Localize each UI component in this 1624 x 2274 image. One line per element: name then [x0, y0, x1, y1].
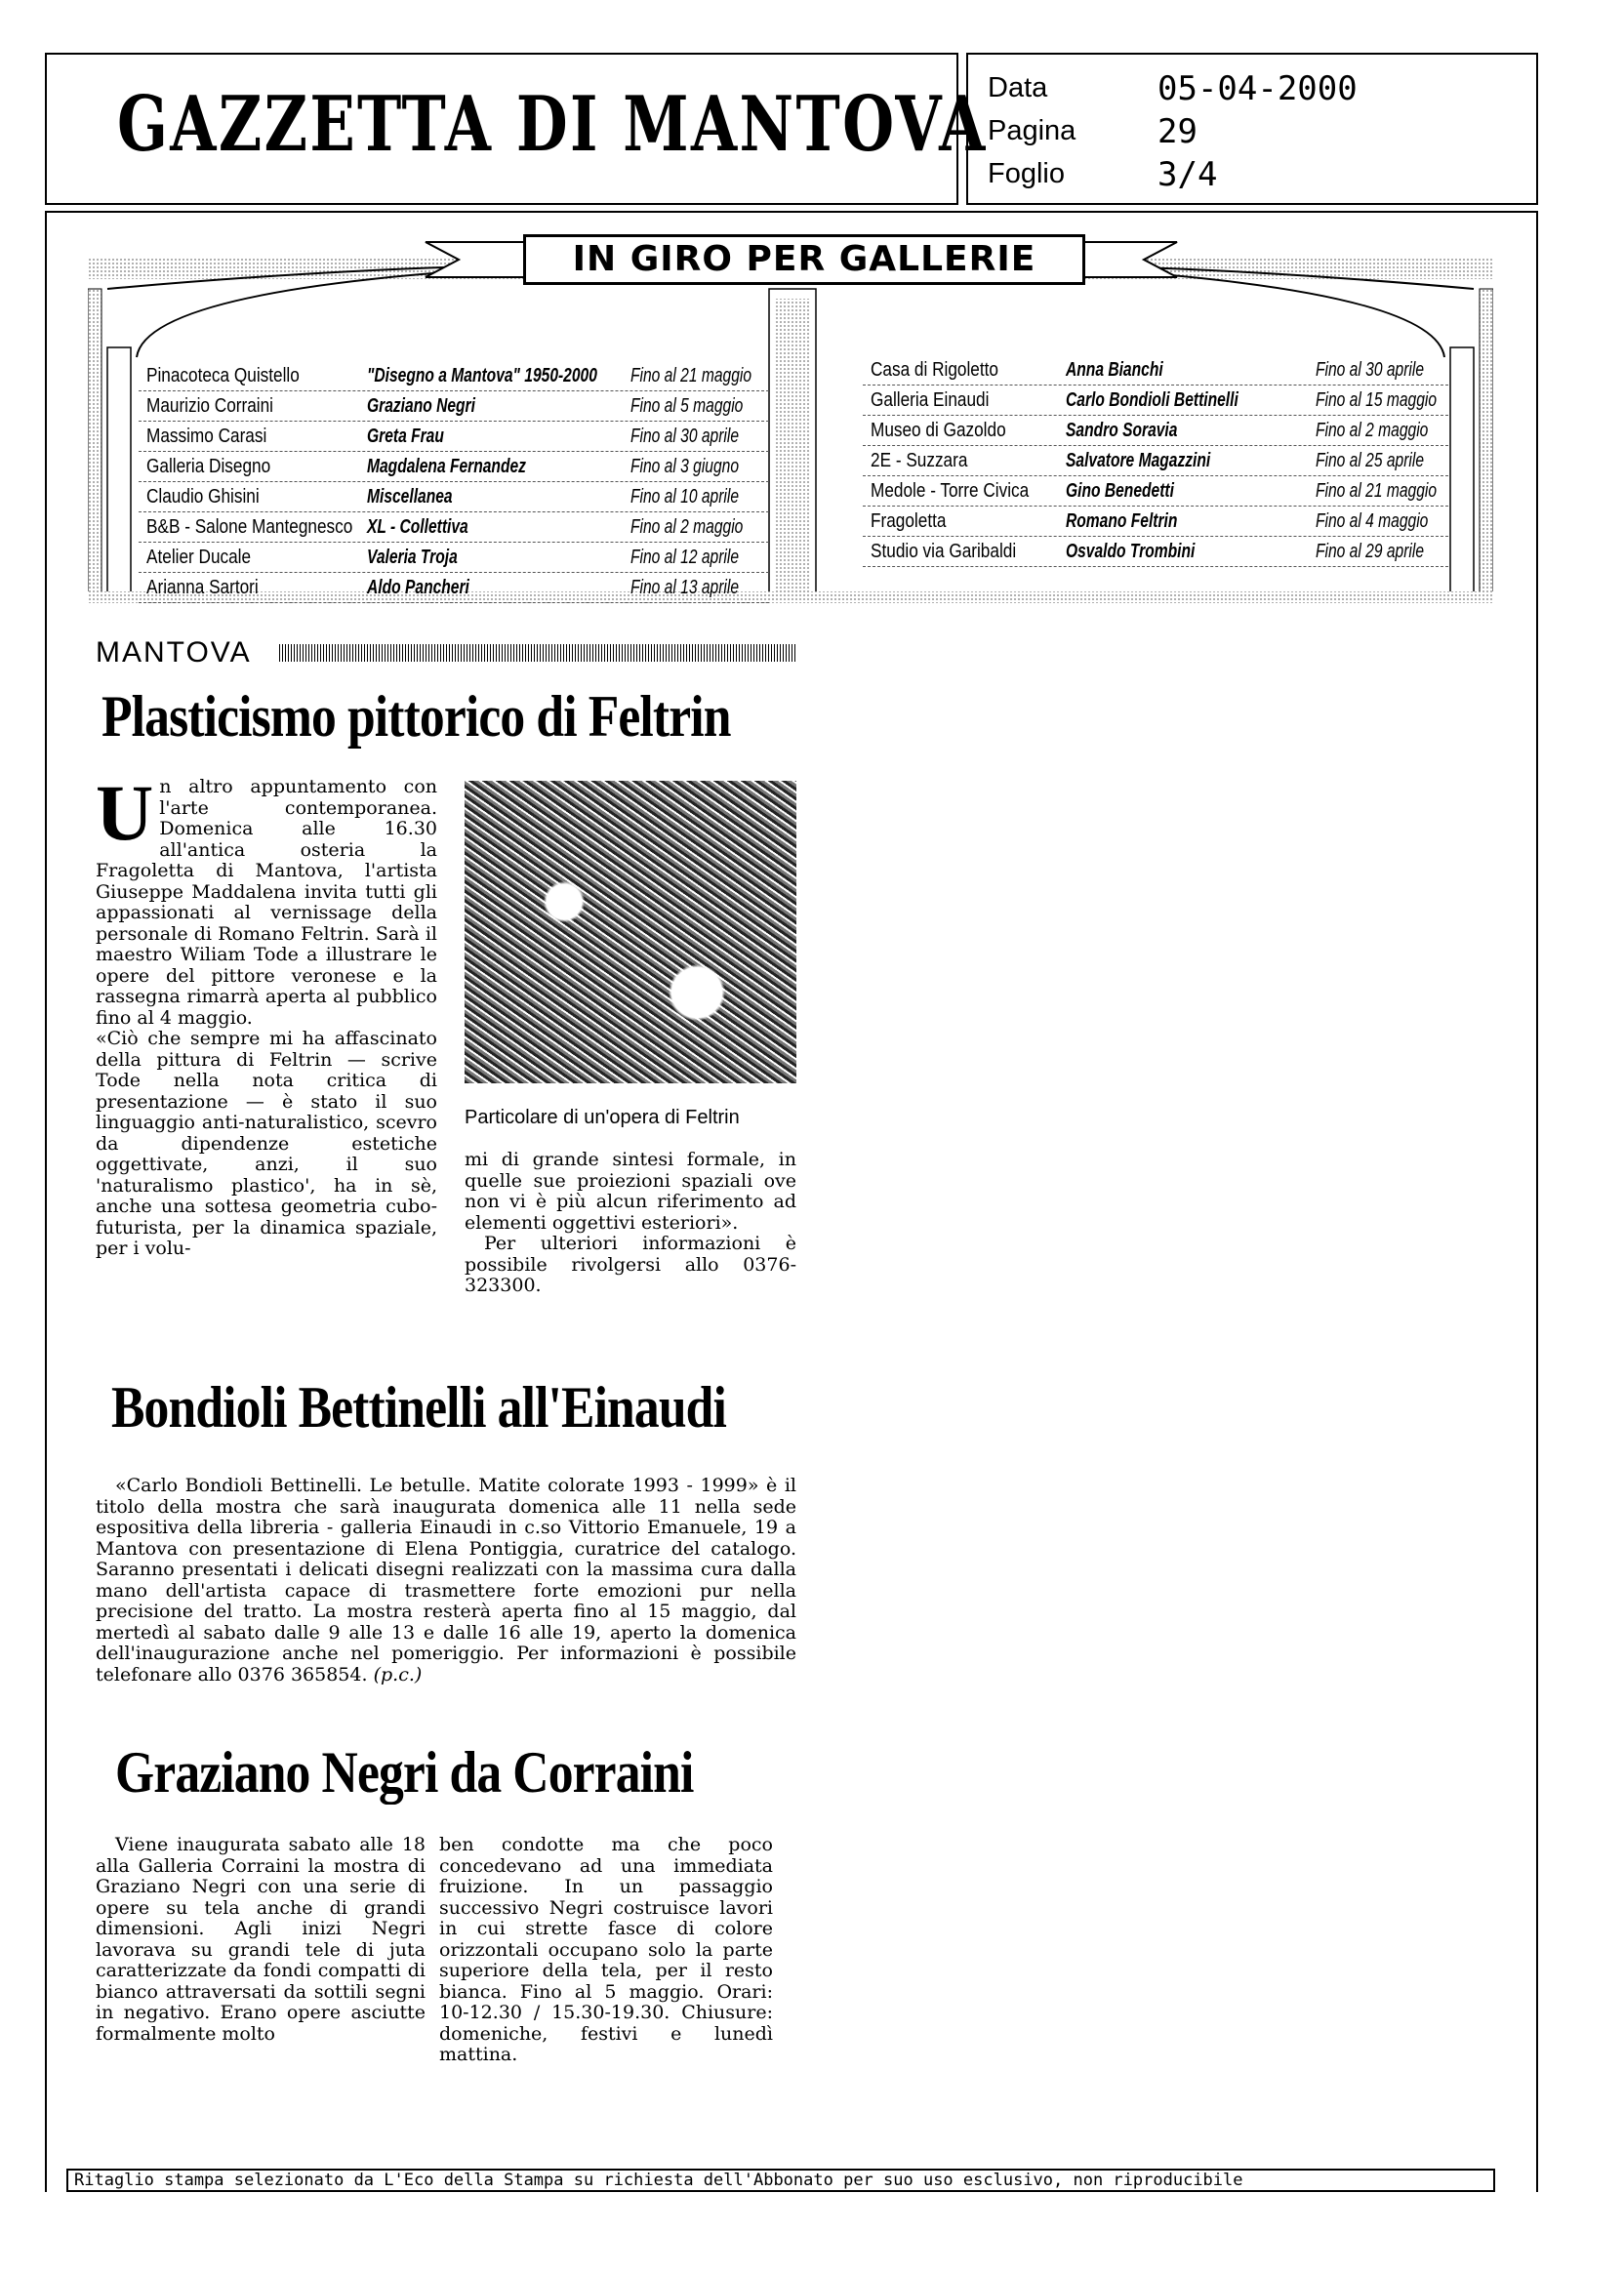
gallery-row — [863, 476, 1448, 507]
gallery-dates: Fino al 21 maggio — [630, 365, 752, 386]
gallery-artist: Carlo Bondioli Bettinelli — [1066, 389, 1238, 411]
gallery-row — [863, 355, 1448, 386]
date-label: Data — [988, 72, 1048, 103]
gallery-dates: Fino al 2 maggio — [630, 516, 744, 538]
gallery-dates: Fino al 25 aprile — [1316, 450, 1425, 471]
gallery-name: 2E - Suzzara — [871, 450, 968, 471]
gallery-artist: Miscellanea — [367, 486, 453, 508]
gallery-row — [139, 543, 769, 573]
article3-column2 — [439, 1835, 773, 2066]
page-row — [988, 112, 1198, 151]
gallery-artist: Anna Bianchi — [1066, 359, 1163, 381]
gallery-artist: Sandro Soravia — [1066, 420, 1178, 441]
dropcap: U — [96, 768, 154, 857]
masthead-box — [45, 53, 988, 205]
article2-text: «Carlo Bondioli Bettinelli. Le betulle. Matite colorate 1993 - 1999» è il titolo della mostra che sarà inaugurata domenica alle 11 nella sede espositiva della libreria - galleria Einaudi in c.so Vittorio Emanuele, 19 a Mantova con presentazione di Elena Pontiggia, curatrice del catalogo. Saranno presentati i delicati disegni realizzati con la massima cura dalla mano dell'artista capace di trasmettere forte emozioni pur nella precisione del tratto. La mostra resterà aperta fino al 15 maggio, dal mertedì al sabato dalle 9 alle 13 e dalle 16 alle 19, aperto la domenica dell'inaugurazione anche nel pomeriggio. Per informazioni è possibile telefonare allo 0376 365854. — [96, 1475, 796, 1685]
issue-info-box — [966, 53, 1538, 205]
gallery-row — [139, 512, 769, 543]
gallery-row — [139, 482, 769, 512]
gallery-artist: XL - Collettiva — [367, 516, 468, 538]
gallery-dates: Fino al 12 aprile — [630, 547, 740, 568]
photo-caption: Particolare di un'opera di Feltrin — [465, 1107, 740, 1128]
gallery-artist: Greta Frau — [367, 426, 444, 447]
article3-headline: Graziano Negri da Corraini — [115, 1740, 694, 1805]
gallery-artist: Valeria Troja — [367, 547, 458, 568]
gallery-row — [863, 446, 1448, 476]
gallery-dates: Fino al 10 aprile — [630, 486, 740, 508]
gallery-name: Galleria Disegno — [146, 456, 271, 477]
gallery-artist: Osvaldo Trombini — [1066, 541, 1196, 562]
article1-headline: Plasticismo pittorico di Feltrin — [102, 684, 731, 749]
article1-column2 — [465, 1150, 796, 1297]
gallery-name: Medole - Torre Civica — [871, 480, 1030, 502]
sheet-row — [988, 155, 1218, 194]
gallery-name: Galleria Einaudi — [871, 389, 990, 411]
date-row — [988, 69, 1358, 108]
article2-body — [96, 1476, 796, 1685]
gallery-row — [139, 361, 769, 391]
banner-title: IN GIRO PER GALLERIE — [523, 234, 1085, 285]
article1-column1 — [96, 768, 437, 1260]
section-rule — [279, 644, 796, 662]
gallery-dates: Fino al 15 maggio — [1316, 389, 1438, 411]
gallery-artist: Graziano Negri — [367, 395, 475, 417]
gallery-artist: Gino Benedetti — [1066, 480, 1174, 502]
gallery-row — [139, 452, 769, 482]
section-label: MANTOVA — [96, 636, 252, 669]
gallery-name: Casa di Rigoletto — [871, 359, 998, 381]
gallery-name: Museo di Gazoldo — [871, 420, 1006, 441]
page-value: 29 — [1157, 112, 1198, 151]
article3-paragraph1: Viene inaugurata sabato alle 18 alla Galleria Corraini la mostra di Graziano Negri con una serie di opere su tela anche di grandi dimensioni. Agli inizi Negri lavorava su grandi tele di juta caratterizzate da fondi compatti di bianco attraversati da sottili segni in negativo. Erano opere asciutte formalmente molto — [96, 1834, 426, 2045]
gallery-dates: Fino al 30 aprile — [630, 426, 740, 447]
gallery-row — [139, 573, 769, 603]
gallery-name: Maurizio Corraini — [146, 395, 273, 417]
gallery-banner — [88, 230, 1493, 607]
sheet-label: Foglio — [988, 158, 1065, 189]
page-label: Pagina — [988, 115, 1076, 146]
gallery-row — [863, 386, 1448, 416]
gallery-name: Massimo Carasi — [146, 426, 267, 447]
feltrin-artwork-photo — [465, 781, 796, 1083]
article3-column1 — [96, 1835, 426, 2045]
article2-signature: (p.c.) — [373, 1663, 423, 1685]
gallery-dates: Fino al 3 giugno — [630, 456, 740, 477]
gallery-dates: Fino al 30 aprile — [1316, 359, 1425, 381]
gallery-dates: Fino al 2 maggio — [1316, 420, 1429, 441]
gallery-artist: Magdalena Fernandez — [367, 456, 526, 477]
gallery-name: Studio via Garibaldi — [871, 541, 1017, 562]
gallery-dates: Fino al 13 aprile — [630, 577, 740, 598]
gallery-row — [863, 507, 1448, 537]
gallery-row — [139, 391, 769, 422]
gallery-name: Pinacoteca Quistello — [146, 365, 300, 386]
article1-paragraph4: Per ulteriori informazioni è possibile rivolgersi allo 0376-323300. — [465, 1233, 796, 1296]
gallery-row — [863, 416, 1448, 446]
gallery-artist: Aldo Pancheri — [367, 577, 469, 598]
press-clipping-footer: Ritaglio stampa selezionato da L'Eco della Stampa su richiesta dell'Abbonato per suo uso esclusivo, non riproducibile — [66, 2169, 1495, 2192]
article1-paragraph1: n altro appuntamento con l'arte contemporanea. Domenica alle 16.30 all'antica osteria la Fragoletta di Mantova, l'artista Giuseppe Maddalena invita tutti gli appassionati al vernissage della personale di Romano Feltrin. Sarà il maestro Wiliam Tode a illustrare le opere del pittore veronese e la rassegna rimarrà aperta al pubblico fino al 4 maggio. — [96, 776, 437, 1029]
gallery-artist: Romano Feltrin — [1066, 510, 1178, 532]
gallery-dates: Fino al 4 maggio — [1316, 510, 1429, 532]
gallery-row — [863, 537, 1448, 567]
gallery-dates: Fino al 5 maggio — [630, 395, 744, 417]
gallery-row — [139, 422, 769, 452]
gallery-name: B&B - Salone Mantegnesco — [146, 516, 353, 538]
gallery-artist: Salvatore Magazzini — [1066, 450, 1211, 471]
article1-paragraph2: «Ciò che sempre mi ha affascinato della pittura di Feltrin — scrive Tode nella nota critica di presentazione — è stato il suo linguaggio anti-naturalistico, scevro da dipendenze estetiche oggettivate, anzi, il suo 'naturalismo plastico', ha in sè, anche una sottesa geometria cubo-futurista, per la dinamica spaziale, per i volu- — [96, 1028, 437, 1259]
masthead-title: GAZZETTA DI MANTOVA — [117, 80, 988, 169]
sheet-value: 3/4 — [1157, 155, 1218, 194]
gallery-name: Fragoletta — [871, 510, 947, 532]
article3-paragraph2: ben condotte ma che poco concedevano ad una immediata fruizione. In un passaggio successivo Negri costruisce lavori in cui strette fasce di colore orizzontali occupano solo la parte superiore della tela, per il resto bianca. Fino al 5 maggio. Orari: 10-12.30 / 15.30-19.30. Chiusure: domeniche, festivi e lunedì mattina. — [439, 1834, 773, 2065]
gallery-name: Atelier Ducale — [146, 547, 252, 568]
date-value: 05-04-2000 — [1157, 69, 1358, 108]
gallery-name: Claudio Ghisini — [146, 486, 260, 508]
article2-paragraph — [96, 1476, 796, 1685]
article2-headline: Bondioli Bettinelli all'Einaudi — [111, 1375, 726, 1440]
gallery-dates: Fino al 29 aprile — [1316, 541, 1425, 562]
gallery-artist: "Disegno a Mantova" 1950-2000 — [367, 365, 597, 386]
gallery-name: Arianna Sartori — [146, 577, 259, 598]
gallery-dates: Fino al 21 maggio — [1316, 480, 1438, 502]
article1-paragraph3: mi di grande sintesi formale, in quelle sue proiezioni spaziali ove non vi è più alcun riferimento ad elementi oggettivi esteriori». — [465, 1149, 796, 1234]
